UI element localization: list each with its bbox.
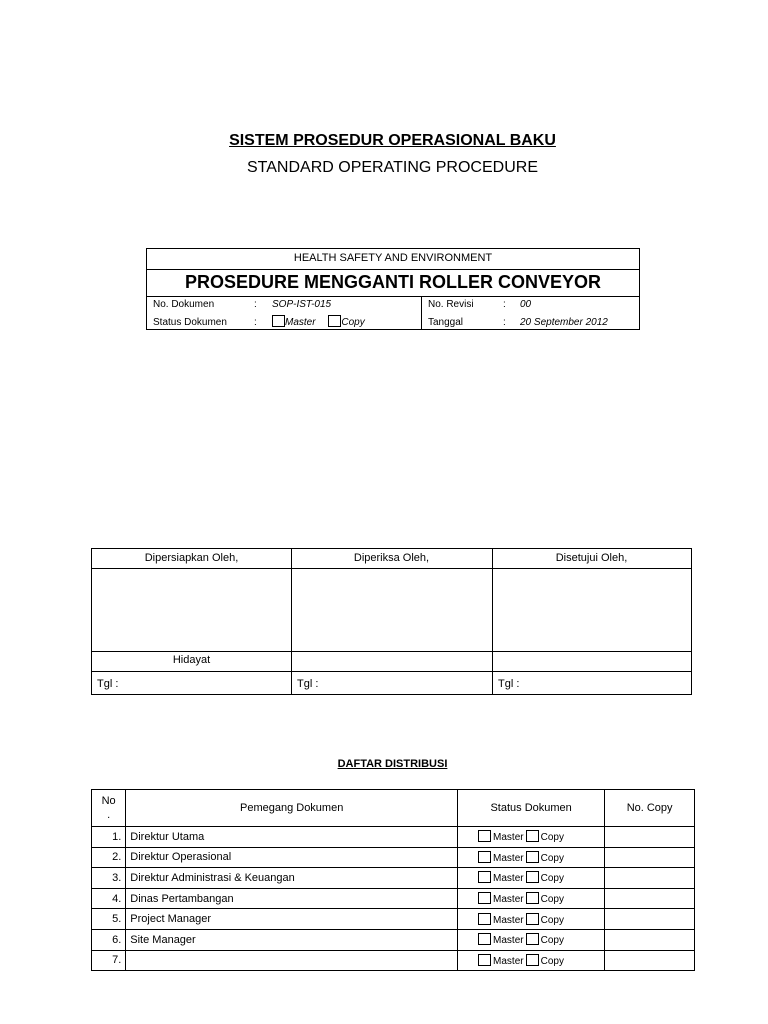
header-copy: No. Copy: [605, 790, 695, 827]
master-checkbox[interactable]: [478, 954, 491, 966]
copy-checkbox[interactable]: [526, 851, 539, 863]
row-divider: [92, 671, 691, 672]
no-dokumen-value: SOP-IST-015: [272, 299, 332, 310]
row-number: 3.: [92, 868, 126, 889]
distribution-title: DAFTAR DISTRIBUSI: [337, 758, 448, 770]
document-title: SISTEM PROSEDUR OPERASIONAL BAKU: [229, 132, 556, 149]
header-status: Status Dokumen: [458, 790, 605, 827]
document-info-box: [146, 248, 640, 330]
department-label: HEALTH SAFETY AND ENVIRONMENT: [147, 249, 639, 270]
distribution-table: [91, 789, 695, 971]
holder-name: Dinas Pertambangan: [126, 888, 458, 909]
no-revisi-label: No. Revisi: [428, 299, 474, 310]
holder-name: Direktur Administrasi & Keuangan: [126, 868, 458, 889]
master-label: Master: [493, 832, 524, 844]
status-cell: [458, 868, 605, 889]
copy-label: Copy: [540, 914, 564, 926]
holder-name: [126, 950, 458, 971]
colon: :: [254, 317, 257, 328]
master-label: Master: [493, 955, 524, 967]
row-number: 7.: [92, 950, 126, 971]
approved-date-label: Tgl :: [498, 678, 520, 690]
copy-checkbox[interactable]: [526, 871, 539, 883]
copy-checkbox[interactable]: [526, 830, 539, 842]
master-label: Master: [493, 873, 524, 885]
table-row: [92, 950, 695, 971]
no-dokumen-label: No. Dokumen: [153, 299, 215, 310]
copy-label: Copy: [540, 894, 564, 906]
holder-name: Direktur Operasional: [126, 847, 458, 868]
checked-by-label: Diperiksa Oleh,: [353, 552, 430, 564]
prepared-by-name: Hidayat: [172, 654, 211, 666]
copy-checkbox[interactable]: [328, 315, 341, 327]
copy-label: Copy: [540, 935, 564, 947]
copy-label: Copy: [341, 317, 365, 328]
copy-number-cell: [605, 888, 695, 909]
master-checkbox[interactable]: [478, 913, 491, 925]
column-divider: [291, 549, 292, 694]
copy-number-cell: [605, 950, 695, 971]
master-label: Master: [493, 914, 524, 926]
status-cell: [458, 909, 605, 930]
copy-label: Copy: [540, 832, 564, 844]
table-row: [92, 868, 695, 889]
status-cell: [458, 847, 605, 868]
copy-checkbox[interactable]: [526, 913, 539, 925]
copy-label: Copy: [540, 873, 564, 885]
info-divider: [421, 296, 422, 329]
table-row: [92, 909, 695, 930]
copy-checkbox[interactable]: [526, 954, 539, 966]
master-checkbox[interactable]: [272, 315, 285, 327]
table-row: [92, 827, 695, 848]
table-row: [92, 929, 695, 950]
table-row: [92, 847, 695, 868]
status-cell: [458, 929, 605, 950]
master-checkbox[interactable]: [478, 871, 491, 883]
status-cell: [458, 888, 605, 909]
holder-name: Project Manager: [126, 909, 458, 930]
master-label: Master: [493, 935, 524, 947]
holder-name: Direktur Utama: [126, 827, 458, 848]
approval-table: [91, 548, 692, 695]
status-dokumen-label: Status Dokumen: [153, 317, 227, 328]
copy-number-cell: [605, 868, 695, 889]
colon: :: [503, 299, 506, 310]
master-checkbox[interactable]: [478, 892, 491, 904]
master-label: Master: [493, 852, 524, 864]
copy-number-cell: [605, 847, 695, 868]
copy-number-cell: [605, 929, 695, 950]
row-number: 1.: [92, 827, 126, 848]
prepared-by-label: Dipersiapkan Oleh,: [144, 552, 239, 564]
header-holder: Pemegang Dokumen: [126, 790, 458, 827]
row-divider: [92, 651, 691, 652]
colon: :: [503, 317, 506, 328]
no-revisi-value: 00: [520, 299, 532, 310]
row-number: 4.: [92, 888, 126, 909]
colon: :: [254, 299, 257, 310]
tanggal-label: Tanggal: [428, 317, 464, 328]
header-no: No .: [92, 790, 126, 827]
copy-label: Copy: [540, 852, 564, 864]
copy-number-cell: [605, 909, 695, 930]
row-number: 2.: [92, 847, 126, 868]
copy-checkbox[interactable]: [526, 892, 539, 904]
table-header-row: [92, 790, 695, 827]
document-subtitle: STANDARD OPERATING PROCEDURE: [247, 159, 538, 176]
procedure-title: PROSEDURE MENGGANTI ROLLER CONVEYOR: [147, 269, 639, 297]
approved-by-label: Disetujui Oleh,: [555, 552, 628, 564]
master-label: Master: [285, 317, 316, 328]
row-number: 5.: [92, 909, 126, 930]
prepared-date-label: Tgl :: [97, 678, 119, 690]
holder-name: Site Manager: [126, 929, 458, 950]
master-checkbox[interactable]: [478, 933, 491, 945]
row-number: 6.: [92, 929, 126, 950]
row-divider: [92, 568, 691, 569]
copy-number-cell: [605, 827, 695, 848]
master-checkbox[interactable]: [478, 830, 491, 842]
status-cell: [458, 950, 605, 971]
copy-label: Copy: [540, 955, 564, 967]
master-checkbox[interactable]: [478, 851, 491, 863]
master-label: Master: [493, 894, 524, 906]
column-divider: [492, 549, 493, 694]
status-cell: [458, 827, 605, 848]
checked-date-label: Tgl :: [297, 678, 319, 690]
tanggal-value: 20 September 2012: [520, 317, 608, 328]
table-row: [92, 888, 695, 909]
copy-checkbox[interactable]: [526, 933, 539, 945]
status-options: [272, 315, 365, 330]
